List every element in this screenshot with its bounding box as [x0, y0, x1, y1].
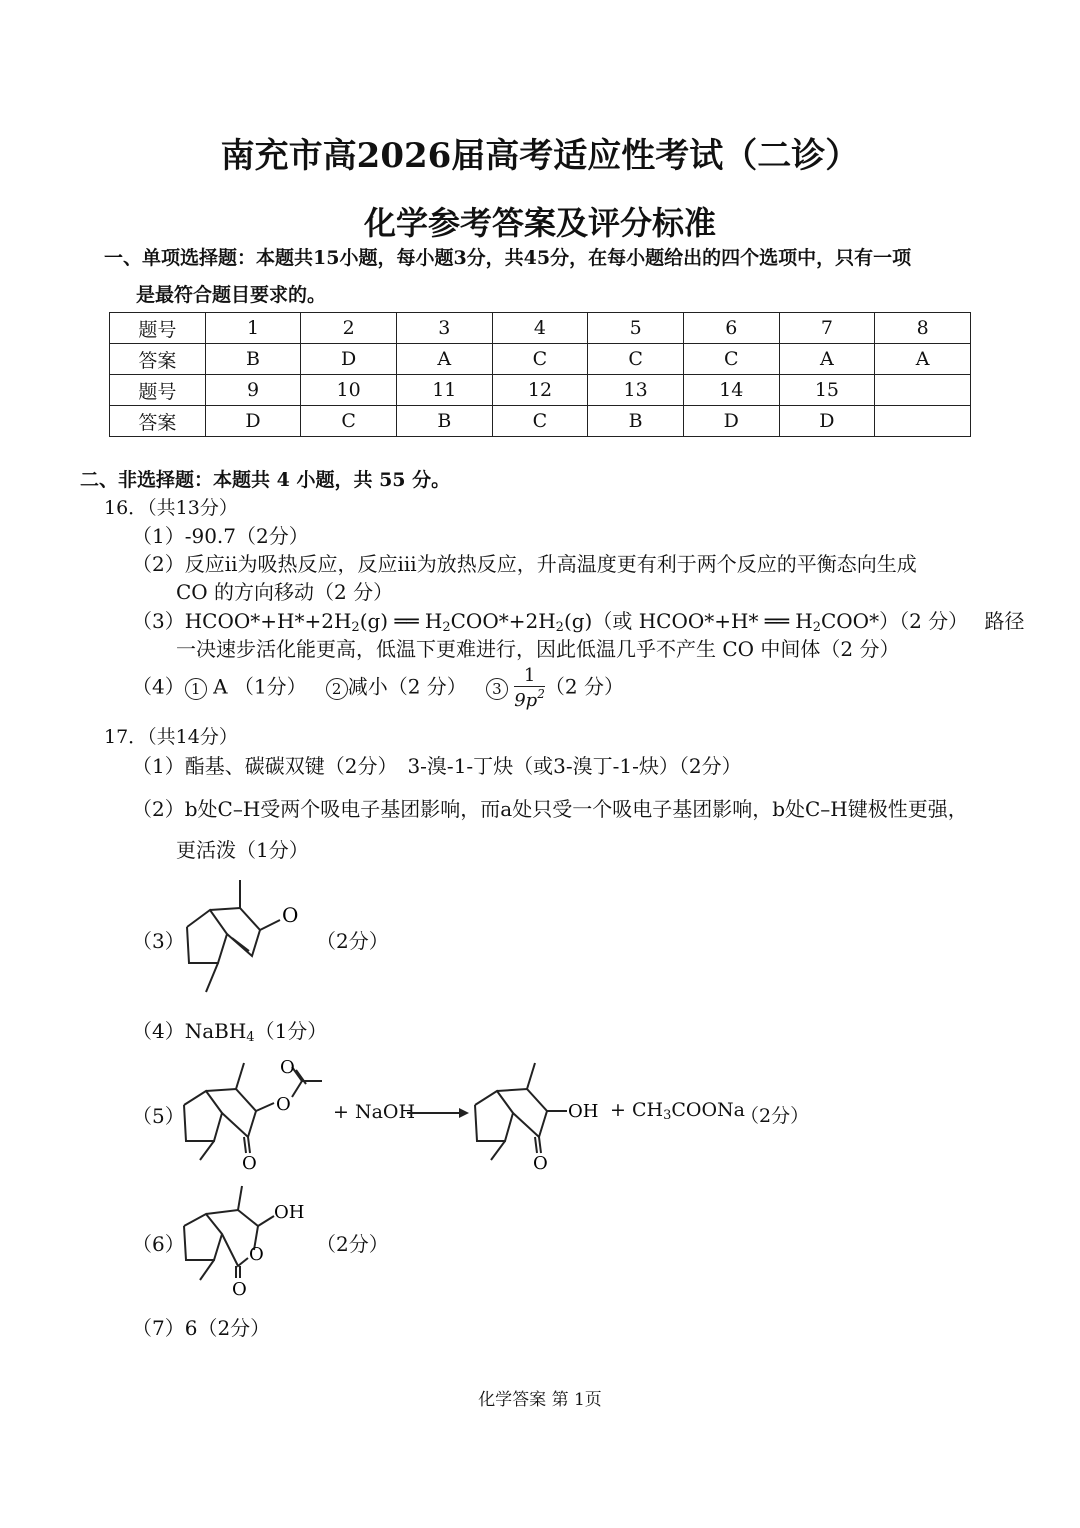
table-cell: 5 — [588, 313, 684, 344]
page-title: 南充市高2026届高考适应性考试（二诊） — [220, 136, 860, 176]
table-cell: D — [683, 406, 779, 437]
subscript: 3 — [663, 1108, 672, 1123]
table-cell: C — [301, 406, 397, 437]
table-row-header: 答案 — [110, 344, 206, 375]
q16-part2-line1: （2）反应ii为吸热反应，反应iii为放热反应，升高温度更有利于两个反应的平衡态向生成 — [132, 552, 917, 576]
q17-part2-line1: （2）b处C–H受两个吸电子基团影响，而a处只受一个吸电子基团影响，b处C–H键极性更强， — [132, 797, 968, 821]
q16-eq-d: (g)（或 HCOO*+H* ══ H — [563, 609, 813, 633]
section2-heading: 二、非选择题：本题共 4 小题，共 55 分。 — [80, 469, 451, 491]
table-cell: C — [683, 344, 779, 375]
q17-part4 — [132, 1015, 327, 1045]
q16-part2-line2: CO 的方向移动（2 分） — [176, 580, 394, 604]
q16-heading: 16．（共13分） — [104, 497, 238, 519]
table-row — [110, 375, 971, 406]
fraction — [514, 665, 545, 711]
table-cell: A — [396, 344, 492, 375]
table-cell: D — [301, 344, 397, 375]
atom-O: O — [276, 1094, 291, 1115]
table-cell: C — [492, 344, 588, 375]
structure-q17-6 — [170, 1180, 320, 1300]
table-cell: 13 — [588, 375, 684, 406]
q16-part3-line1 — [132, 605, 1025, 635]
fraction-numerator: 1 — [514, 665, 545, 687]
table-cell: 15 — [779, 375, 875, 406]
atom-O: O — [232, 1279, 247, 1300]
q16-part4-b: 减小（2 分） — [347, 674, 467, 699]
section1-line1: 一、单项选择题：本题共15小题，每小题3分，共45分，在每小题给出的四个选项中，只有一项 — [104, 247, 912, 269]
circle-number-2: 2 — [326, 678, 348, 700]
q17-part7: （7）6（2分） — [132, 1316, 271, 1340]
product-coona: COONa — [671, 1099, 746, 1121]
q17-part6-score: （2分） — [316, 1232, 389, 1256]
subscript: 2 — [812, 620, 821, 635]
subscript: 2 — [555, 620, 564, 635]
table-row-header: 答案 — [110, 406, 206, 437]
section1-line2: 是最符合题目要求的。 — [136, 284, 327, 306]
q16-part4-score: （2 分） — [544, 674, 624, 699]
table-cell: 7 — [779, 313, 875, 344]
fraction-denominator — [514, 687, 545, 711]
table-cell — [875, 406, 971, 437]
atom-O: O — [280, 1057, 295, 1078]
table-cell: 14 — [683, 375, 779, 406]
table-cell: 3 — [396, 313, 492, 344]
denominator-base: 9p — [514, 690, 538, 711]
structure-q17-3 — [170, 870, 320, 1000]
table-cell: A — [875, 344, 971, 375]
q16-part4-a: A （1分） — [213, 674, 307, 699]
q17-heading: 17．（共14分） — [104, 726, 238, 748]
q17-part5-naoh: + NaOH — [333, 1101, 416, 1123]
q16-eq-e: COO*）（2 分） 路径 — [820, 609, 1025, 633]
table-cell: D — [779, 406, 875, 437]
atom-O: O — [249, 1244, 264, 1265]
table-cell: 8 — [875, 313, 971, 344]
table-row — [110, 313, 971, 344]
table-cell: B — [205, 344, 301, 375]
circle-number-1: 1 — [185, 678, 207, 700]
subscript: 4 — [246, 1030, 255, 1045]
q17-part3-label: （3） — [132, 929, 185, 953]
circle-number-3: 3 — [486, 678, 508, 700]
q17-part4-label: （4）NaBH — [132, 1019, 247, 1043]
product-ch: + CH — [610, 1099, 664, 1121]
q17-part5-product — [610, 1099, 745, 1123]
atom-OH: OH — [274, 1202, 305, 1223]
table-cell: 1 — [205, 313, 301, 344]
atom-O: O — [242, 1153, 257, 1170]
answer-table — [109, 312, 971, 437]
page-footer: 化学答案 第 1页 — [478, 1390, 602, 1410]
table-cell: 10 — [301, 375, 397, 406]
table-cell — [875, 375, 971, 406]
atom-O: O — [533, 1153, 548, 1170]
atom-OH: OH — [568, 1101, 599, 1122]
q17-part5-label: （5） — [132, 1104, 185, 1128]
q16-part3-label: （3） — [132, 609, 185, 633]
q17-part1: （1）酯基、碳碳双键（2分） 3-溴-1-丁炔（或3-溴丁-1-炔）（2分） — [132, 754, 742, 778]
q17-part5-score: （2分） — [740, 1105, 810, 1127]
table-cell: 6 — [683, 313, 779, 344]
page-subtitle: 化学参考答案及评分标准 — [363, 204, 716, 242]
table-cell: A — [779, 344, 875, 375]
table-cell: 11 — [396, 375, 492, 406]
structure-q17-5-reactant — [170, 1055, 330, 1170]
table-cell: B — [588, 406, 684, 437]
table-cell: C — [588, 344, 684, 375]
table-row — [110, 406, 971, 437]
table-cell: 2 — [301, 313, 397, 344]
table-row — [110, 344, 971, 375]
reaction-arrow-icon — [407, 1103, 469, 1123]
table-cell: D — [205, 406, 301, 437]
table-row-header: 题号 — [110, 313, 206, 344]
atom-O: O — [282, 903, 299, 927]
subscript: 2 — [442, 620, 451, 635]
table-cell: 9 — [205, 375, 301, 406]
q16-part4 — [132, 665, 624, 711]
table-row-header: 题号 — [110, 375, 206, 406]
table-cell: B — [396, 406, 492, 437]
q16-part4-label: （4） — [132, 674, 185, 699]
table-cell: C — [492, 406, 588, 437]
q17-part6-label: （6） — [132, 1232, 185, 1256]
q17-part4-score: （1分） — [254, 1019, 328, 1043]
subscript: 2 — [351, 620, 360, 635]
q16-eq-a: HCOO*+H*+2H — [184, 609, 352, 633]
table-cell: 4 — [492, 313, 588, 344]
table-cell: 12 — [492, 375, 588, 406]
structure-q17-5-product — [465, 1055, 615, 1170]
q17-part3-score: （2分） — [316, 929, 389, 953]
superscript: 2 — [537, 687, 545, 701]
q17-part2-line2: 更活泼（1分） — [176, 838, 309, 862]
q16-part3-line2: 一决速步活化能更高，低温下更难进行，因此低温几乎不产生 CO 中间体（2 分） — [176, 637, 900, 661]
q16-eq-b: (g) ══ H — [359, 609, 443, 633]
q16-part1: （1）-90.7（2分） — [132, 524, 309, 548]
q16-eq-c: COO*+2H — [450, 609, 556, 633]
